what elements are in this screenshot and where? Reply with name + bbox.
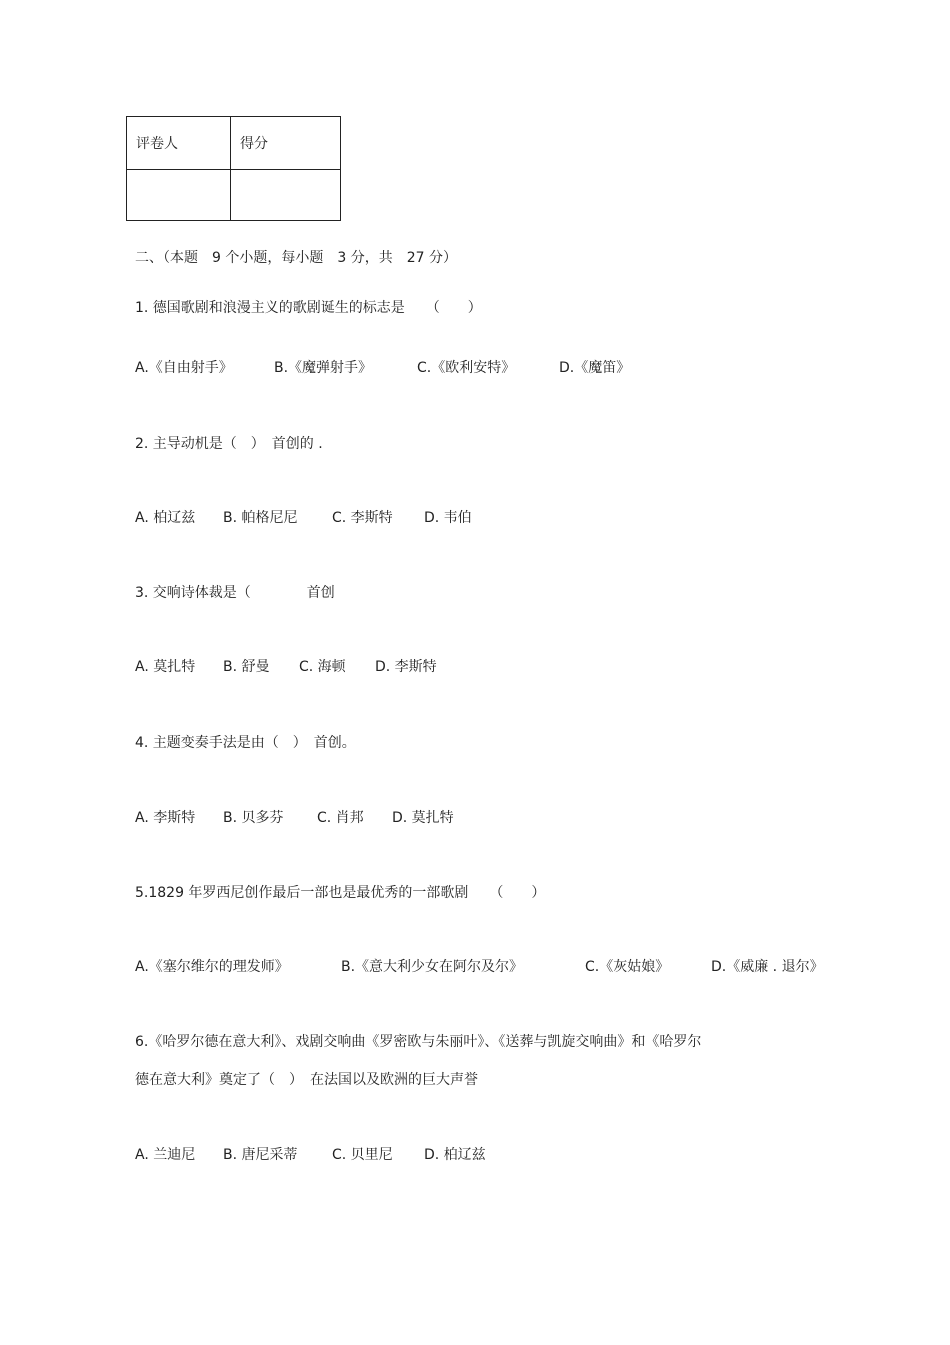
question-4-option-a[interactable]: A. 李斯特	[135, 810, 196, 826]
question-5-option-c[interactable]: C.《灰姑娘》	[585, 959, 670, 975]
score-cell[interactable]	[231, 170, 341, 221]
question-2-stem: 2. 主导动机是（ ） 首创的 .	[135, 436, 323, 452]
question-1-options	[135, 359, 630, 377]
question-3-option-d[interactable]: D. 李斯特	[375, 659, 437, 675]
question-5-options	[135, 958, 824, 976]
question-3-option-a[interactable]: A. 莫扎特	[135, 659, 196, 675]
question-2-options	[135, 509, 472, 527]
question-6-option-a[interactable]: A. 兰迪尼	[135, 1147, 196, 1163]
grader-cell[interactable]	[127, 170, 231, 221]
score-table	[126, 116, 341, 221]
question-1-option-b[interactable]: B.《魔弹射手》	[274, 360, 373, 376]
question-2-option-b[interactable]: B. 帕格尼尼	[223, 510, 298, 526]
grader-label: 评卷人	[127, 117, 231, 170]
question-4-stem: 4. 主题变奏手法是由（ ） 首创。	[135, 735, 356, 751]
question-3-option-b[interactable]: B. 舒曼	[223, 659, 270, 675]
question-5-option-a[interactable]: A.《塞尔维尔的理发师》	[135, 959, 289, 975]
question-2-option-d[interactable]: D. 韦伯	[424, 510, 472, 526]
question-2-option-a[interactable]: A. 柏辽兹	[135, 510, 196, 526]
question-5-stem: 5.1829 年罗西尼创作最后一部也是最优秀的一部歌剧 （ ）	[135, 885, 546, 901]
question-6-option-b[interactable]: B. 唐尼采蒂	[223, 1147, 298, 1163]
question-4-options	[135, 809, 454, 827]
question-1-stem: 1. 德国歌剧和浪漫主义的歌剧诞生的标志是 （ ）	[135, 300, 482, 316]
question-4-option-b[interactable]: B. 贝多芬	[223, 810, 284, 826]
question-4-option-c[interactable]: C. 肖邦	[317, 810, 364, 826]
question-1-option-a[interactable]: A.《自由射手》	[135, 360, 233, 376]
question-1-option-d[interactable]: D.《魔笛》	[559, 360, 631, 376]
question-2-option-c[interactable]: C. 李斯特	[332, 510, 393, 526]
score-label: 得分	[231, 117, 341, 170]
section-heading: 二、（本题 9 个小题，每小题 3 分，共 27 分）	[135, 250, 457, 266]
question-6-stem-line2: 德在意大利》奠定了（ ） 在法国以及欧洲的巨大声誉	[135, 1072, 478, 1088]
question-6-option-c[interactable]: C. 贝里尼	[332, 1147, 393, 1163]
question-5-option-d[interactable]: D.《威廉 . 退尔》	[711, 959, 824, 975]
question-6-option-d[interactable]: D. 柏辽兹	[424, 1147, 486, 1163]
question-6-stem-line1: 6.《哈罗尔德在意大利》、戏剧交响曲《罗密欧与朱丽叶》、《送葬与凯旋交响曲》和《哈罗尔	[135, 1034, 702, 1050]
question-3-options	[135, 658, 437, 676]
question-5-option-b[interactable]: B.《意大利少女在阿尔及尔》	[341, 959, 524, 975]
question-6-options	[135, 1146, 486, 1164]
question-3-stem: 3. 交响诗体裁是（ 首创	[135, 585, 335, 601]
question-3-option-c[interactable]: C. 海顿	[299, 659, 346, 675]
question-1-option-c[interactable]: C.《欧利安特》	[417, 360, 516, 376]
question-4-option-d[interactable]: D. 莫扎特	[392, 810, 454, 826]
